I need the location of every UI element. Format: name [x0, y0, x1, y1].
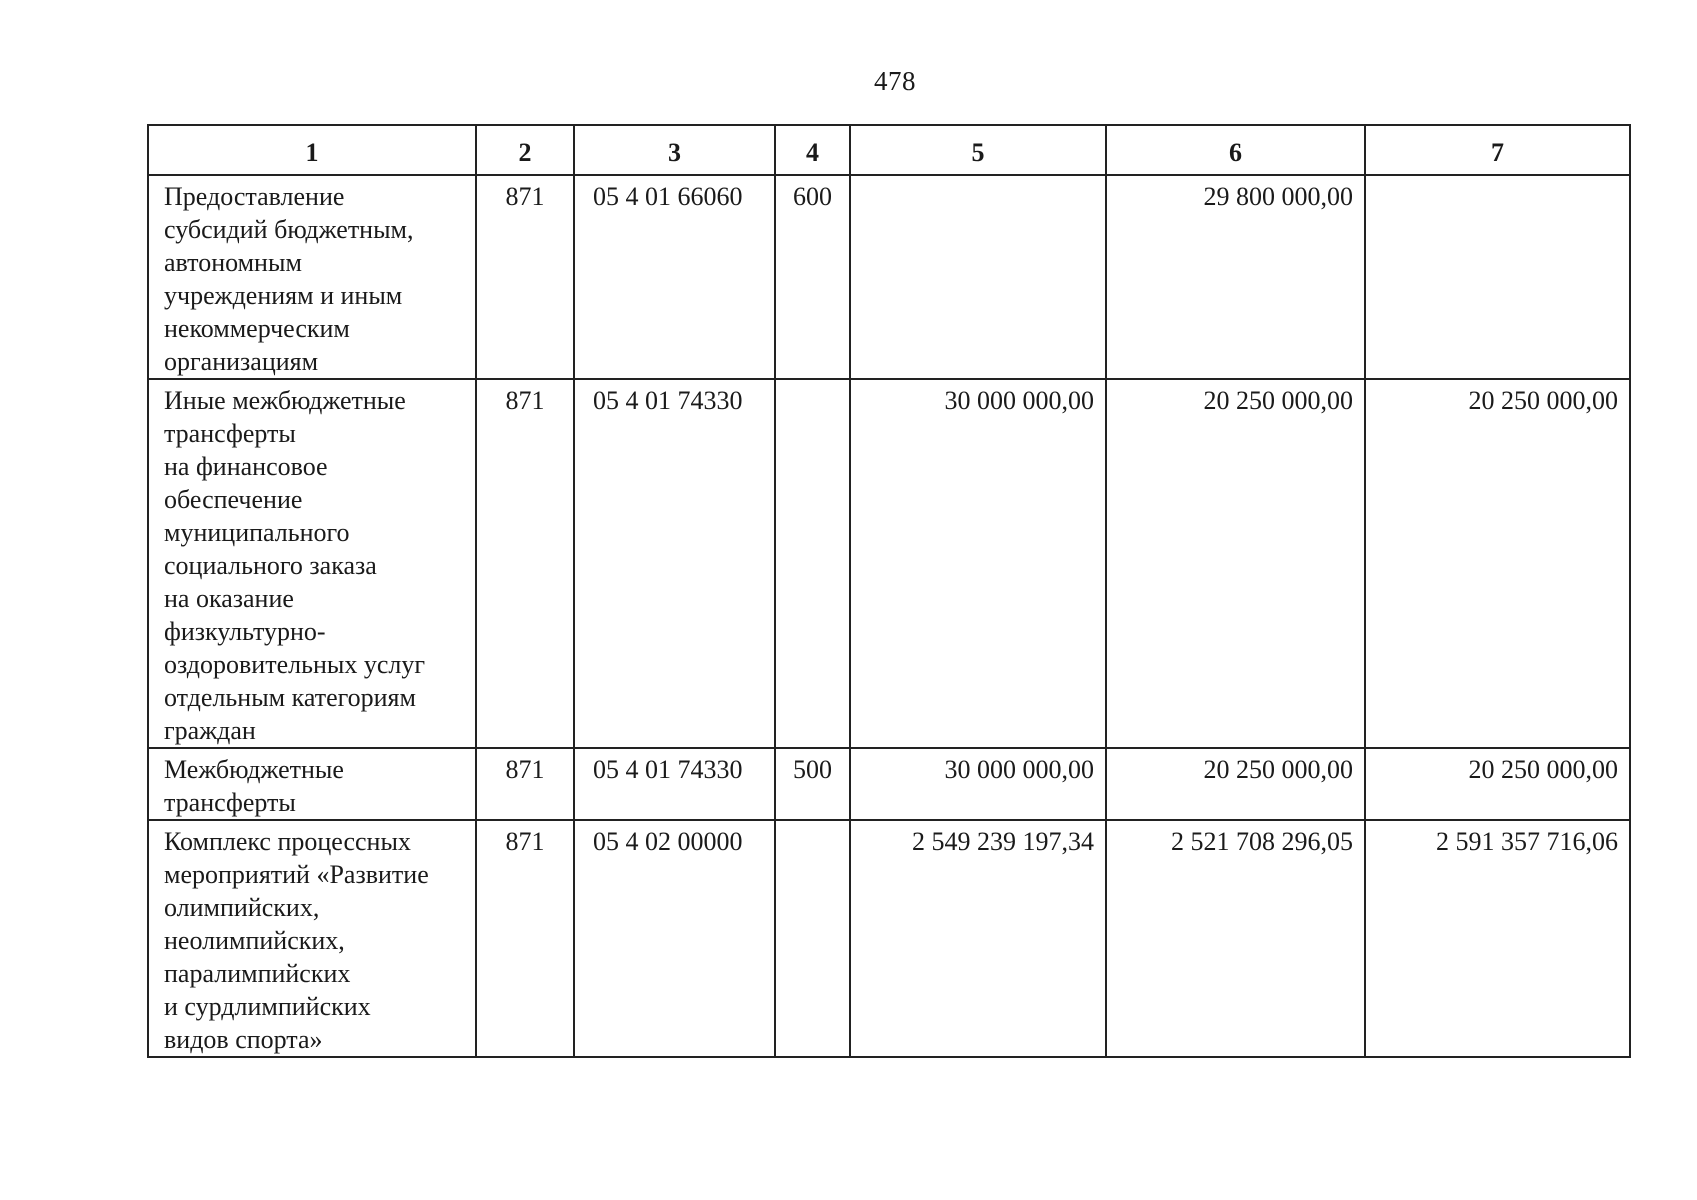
- table-row: [148, 175, 1630, 379]
- name-line: граждан: [164, 716, 256, 745]
- table-row: [148, 379, 1630, 748]
- name-line: некоммерческим: [164, 314, 350, 343]
- row-name-cell: [148, 748, 476, 820]
- amount-cell-5: 30 000 000,00: [850, 748, 1106, 820]
- ministry-code-cell: 871: [476, 748, 574, 820]
- name-line: и сурдлимпийских: [164, 992, 371, 1021]
- name-line: олимпийских,: [164, 893, 320, 922]
- header-cell-2: 2: [476, 125, 574, 175]
- table-header: [148, 125, 1630, 175]
- table-body: [148, 175, 1630, 1057]
- header-cell-6: 6: [1106, 125, 1365, 175]
- row-name-cell: [148, 175, 476, 379]
- name-line: на оказание: [164, 584, 294, 613]
- header-cell-4: 4: [775, 125, 850, 175]
- expense-type-cell: [775, 820, 850, 1057]
- expense-type-cell: [775, 379, 850, 748]
- table-row: [148, 820, 1630, 1057]
- name-line: Межбюджетные: [164, 755, 344, 784]
- name-line: Иные межбюджетные: [164, 386, 406, 415]
- ministry-code-cell: 871: [476, 379, 574, 748]
- name-line: муниципального: [164, 518, 350, 547]
- name-line: оздоровительных услуг: [164, 650, 426, 679]
- amount-cell-7: [1365, 175, 1630, 379]
- target-article-cell: 05 4 01 74330: [574, 748, 775, 820]
- header-cell-7: 7: [1365, 125, 1630, 175]
- name-line: организациям: [164, 347, 319, 376]
- name-line: отдельным категориям: [164, 683, 416, 712]
- amount-cell-5: [850, 175, 1106, 379]
- amount-cell-7: 20 250 000,00: [1365, 379, 1630, 748]
- amount-cell-7: 20 250 000,00: [1365, 748, 1630, 820]
- amount-cell-6: 20 250 000,00: [1106, 748, 1365, 820]
- name-line: субсидий бюджетным,: [164, 215, 414, 244]
- expense-type-cell: 500: [775, 748, 850, 820]
- name-line: учреждениям и иным: [164, 281, 403, 310]
- amount-cell-5: 2 549 239 197,34: [850, 820, 1106, 1057]
- table-row: [148, 748, 1630, 820]
- amount-cell-6: 2 521 708 296,05: [1106, 820, 1365, 1057]
- name-line: трансферты: [164, 419, 296, 448]
- name-line: неолимпийских,: [164, 926, 345, 955]
- budget-table: [147, 124, 1631, 1058]
- target-article-cell: 05 4 01 74330: [574, 379, 775, 748]
- header-row: [148, 125, 1630, 175]
- amount-cell-5: 30 000 000,00: [850, 379, 1106, 748]
- target-article-cell: 05 4 01 66060: [574, 175, 775, 379]
- header-cell-5: 5: [850, 125, 1106, 175]
- name-line: трансферты: [164, 788, 296, 817]
- name-line: Предоставление: [164, 182, 345, 211]
- name-line: мероприятий «Развитие: [164, 860, 429, 889]
- ministry-code-cell: 871: [476, 175, 574, 379]
- name-line: социального заказа: [164, 551, 377, 580]
- name-line: автономным: [164, 248, 302, 277]
- name-line: паралимпийских: [164, 959, 351, 988]
- name-line: физкультурно-: [164, 617, 326, 646]
- name-line: обеспечение: [164, 485, 303, 514]
- target-article-cell: 05 4 02 00000: [574, 820, 775, 1057]
- name-line: Комплекс процессных: [164, 827, 411, 856]
- name-line: видов спорта»: [164, 1025, 323, 1054]
- row-name-cell: [148, 379, 476, 748]
- header-cell-1: 1: [148, 125, 476, 175]
- name-line: на финансовое: [164, 452, 328, 481]
- amount-cell-7: 2 591 357 716,06: [1365, 820, 1630, 1057]
- page-number: 478: [874, 66, 916, 96]
- amount-cell-6: 29 800 000,00: [1106, 175, 1365, 379]
- header-cell-3: 3: [574, 125, 775, 175]
- row-name-cell: [148, 820, 476, 1057]
- ministry-code-cell: 871: [476, 820, 574, 1057]
- amount-cell-6: 20 250 000,00: [1106, 379, 1365, 748]
- expense-type-cell: 600: [775, 175, 850, 379]
